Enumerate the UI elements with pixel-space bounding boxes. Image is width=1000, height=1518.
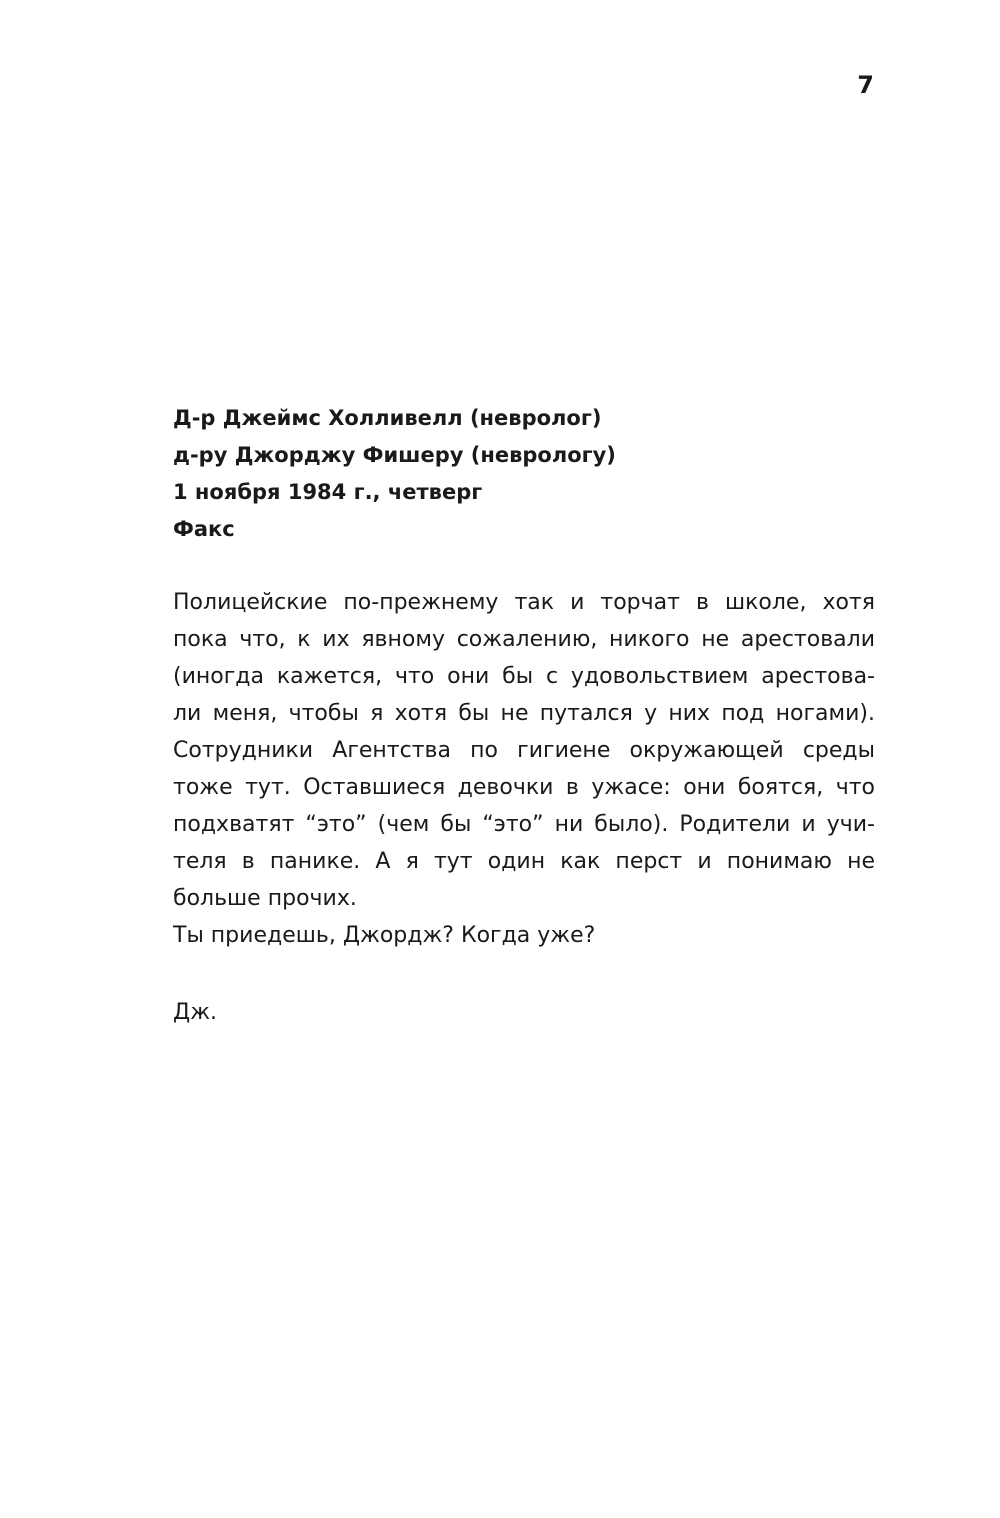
sender-line: Д-р Джеймс Холливелл (невролог) xyxy=(173,406,602,430)
letter-header xyxy=(173,400,873,548)
body-line: тоже тут. Оставшиеся девочки в ужасе: они боятся, что xyxy=(173,775,875,800)
body-line: (иногда кажется, что они бы с удовольствием арестова- xyxy=(173,664,875,689)
body-line: ли меня, чтобы я хотя бы не путался у них под ногами). xyxy=(173,701,875,726)
recipient-line: д-ру Джорджу Фишеру (неврологу) xyxy=(173,443,616,467)
body-line: больше прочих. xyxy=(173,886,357,911)
date-line: 1 ноября 1984 г., четверг xyxy=(173,480,483,504)
body-line: пока что, к их явному сожалению, никого не арестовали xyxy=(173,627,875,652)
signature: Дж. xyxy=(173,1000,217,1025)
body-line: Сотрудники Агентства по гигиене окружающей среды xyxy=(173,738,875,763)
body-line: теля в панике. А я тут один как перст и понимаю не xyxy=(173,849,875,874)
body-line: подхватят “это” (чем бы “это” ни было). Родители и учи- xyxy=(173,812,875,837)
page-number: 7 xyxy=(857,71,874,99)
message-type-line: Факс xyxy=(173,517,235,541)
body-line: Полицейские по-прежнему так и торчат в школе, хотя xyxy=(173,590,875,615)
body-line: Ты приедешь, Джордж? Когда уже? xyxy=(173,923,596,948)
letter-body xyxy=(173,584,875,954)
